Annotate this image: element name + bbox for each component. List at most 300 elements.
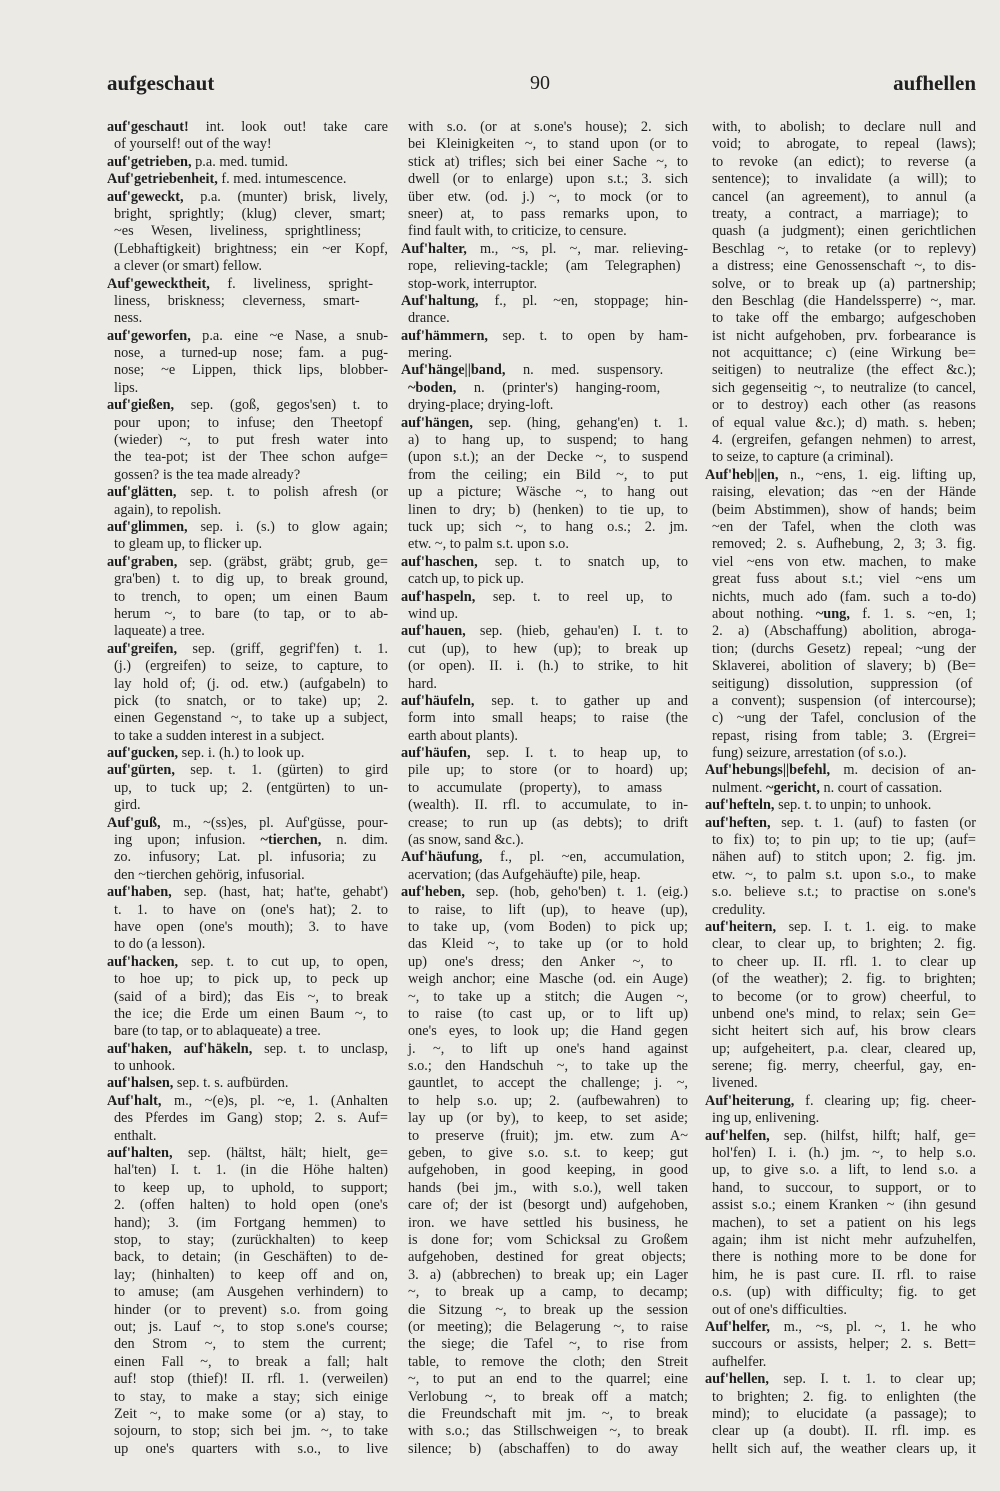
entry-text: sentence); to invalidate (a will); to: [712, 171, 976, 188]
entry-text: to do (a lesson).: [114, 936, 206, 953]
headword: auf'häufeln,: [401, 692, 475, 709]
line-text: [712, 693, 976, 710]
dictionary-line: [107, 1162, 388, 1179]
entry-text: have open (one's mouth); 3. to have: [114, 918, 388, 935]
line-text: [114, 502, 221, 519]
dictionary-entry: [107, 815, 388, 885]
line-text: [114, 1180, 388, 1197]
entry-text: bei Kleinigkeiten ~, to stand upon (or to: [408, 136, 688, 153]
dictionary-line: [401, 1023, 688, 1040]
dictionary-line: [705, 919, 976, 936]
entry-text: care of; der ist (besorgt und) aufgehoben,: [408, 1197, 688, 1214]
dictionary-line: [107, 1180, 388, 1197]
dictionary-line: [705, 258, 976, 275]
dictionary-line: [705, 728, 976, 745]
line-text: [712, 484, 976, 501]
dictionary-line: [401, 293, 688, 310]
line-text: [712, 1249, 976, 1266]
line-text: [408, 276, 537, 293]
line-text: [712, 449, 893, 466]
line-text: [114, 728, 324, 745]
entry-text: clear, to clear up, to brighten; 2. fig.: [712, 936, 976, 953]
line-text: [705, 919, 976, 936]
line-text: [408, 676, 437, 693]
line-text: [114, 1023, 321, 1040]
line-text: [401, 745, 688, 762]
dictionary-line: [705, 293, 976, 310]
entry-text: aufgehoben, in good keeping, in good: [408, 1162, 688, 1179]
dictionary-line: [401, 728, 688, 745]
dictionary-line: [705, 415, 976, 432]
line-text: [712, 832, 976, 849]
entry-text: catch up, to pick up.: [408, 571, 524, 588]
line-text: [712, 971, 976, 988]
headword: auf'gucken,: [107, 745, 179, 762]
headword: Auf'gewecktheit,: [107, 275, 210, 292]
line-text: [712, 1232, 976, 1249]
line-text: [114, 1389, 388, 1406]
entry-text: sep. (hob, geho'ben) t. 1. (eig.): [464, 884, 688, 901]
line-text: [114, 936, 205, 953]
line-text: [114, 902, 388, 919]
line-text: [712, 849, 976, 866]
dictionary-line: [401, 223, 688, 240]
entry-text: auf! stop (thief)! II. rfl. 1. (verweilen): [114, 1371, 388, 1388]
dictionary-line: [401, 362, 688, 379]
dictionary-line: [107, 328, 388, 345]
dictionary-line: [107, 276, 388, 293]
dictionary-line: [107, 1441, 388, 1458]
entry-text: etw. ~, to palm s.t. upon s.o.: [408, 536, 569, 553]
entry-text: livened.: [712, 1075, 758, 1092]
dictionary-line: [107, 136, 388, 153]
dictionary-line: [705, 1389, 976, 1406]
line-text: [712, 397, 976, 414]
headword: ~ung,: [815, 605, 850, 622]
line-text: [712, 728, 976, 745]
entry-text: up a picture; Wäsche ~, to hang out: [408, 484, 688, 501]
headword: ~boden,: [408, 379, 457, 396]
line-text: [408, 1145, 688, 1162]
line-text: [712, 310, 976, 327]
entry-text: Zeit ~, to make some (or a) stay, to: [114, 1405, 388, 1422]
line-text: [712, 536, 976, 553]
line-text: [107, 189, 388, 206]
entry-text: with, to abolish; to declare null and: [712, 119, 976, 135]
entry-text: den ~tierchen gehörig, infusorial.: [114, 866, 305, 883]
line-text: [408, 345, 452, 362]
line-text: [401, 554, 688, 571]
dictionary-line: [705, 1128, 976, 1145]
dictionary-line: [401, 867, 688, 884]
entry-text: gossen? is the tea made already?: [114, 466, 301, 483]
dictionary-line: [107, 206, 388, 223]
dictionary-line: [705, 710, 976, 727]
line-text: [712, 328, 976, 345]
entry-text: succours or assists, helper; 2. s. Bett=: [712, 1336, 976, 1353]
entry-text: m., ~(ss)es, pl. Auf'güsse, pour-: [160, 814, 388, 831]
dictionary-line: [401, 415, 688, 432]
dictionary-line: [107, 971, 388, 988]
line-text: [712, 1441, 976, 1458]
entry-text: sep. t. to gather up and: [474, 692, 688, 709]
dictionary-line: [107, 832, 388, 849]
line-text: [712, 606, 976, 623]
dictionary-line: [705, 1180, 976, 1197]
entry-text: hand, to succour, to support, or to: [712, 1179, 976, 1196]
headword: auf'hängen,: [401, 414, 473, 431]
running-head-left: aufgeschaut: [107, 71, 215, 95]
entry-text: earth about plants).: [408, 727, 518, 744]
entry-text: to raise (to cast up, or to lift up): [408, 1005, 688, 1022]
dictionary-line: [705, 641, 976, 658]
line-text: [712, 676, 972, 693]
dictionary-line: [705, 502, 976, 519]
line-text: [401, 589, 672, 606]
headword: Auf'haltung,: [401, 292, 479, 309]
entry-text: nulment.: [712, 779, 767, 796]
dictionary-line: [705, 1215, 976, 1232]
line-text: [401, 415, 688, 432]
entry-text: f., pl. ~en, stoppage; hin-: [478, 292, 688, 309]
dictionary-entry: [107, 519, 388, 554]
line-text: [114, 1441, 388, 1458]
entry-text: clear up (a doubt). II. rfl. imp. es: [712, 1423, 976, 1440]
dictionary-line: [705, 119, 976, 136]
dictionary-line: [705, 745, 976, 762]
entry-text: (Lebhaftigkeit) brightness; ein ~er Kopf,: [114, 240, 388, 257]
dictionary-line: [705, 867, 976, 884]
dictionary-line: [401, 780, 688, 797]
line-text: [712, 1197, 976, 1214]
entry-text: to become (or to grow) cheerful, to: [712, 988, 976, 1005]
line-text: [114, 467, 300, 484]
entry-text: sich gegenseitig ~, to neutralize (to cancel,: [712, 379, 976, 396]
entry-text: sep. (hilfst, hilft; half, ge=: [769, 1127, 976, 1144]
line-text: [114, 223, 361, 240]
page-number: 90: [530, 72, 550, 94]
dictionary-line: [705, 1006, 976, 1023]
line-text: [114, 449, 388, 466]
dictionary-line: [107, 606, 388, 623]
dictionary-line: [401, 206, 688, 223]
entry-text: des Pferdes im Gang) stop; 2. s. Auf=: [114, 1110, 388, 1127]
line-text: [712, 589, 976, 606]
dictionary-line: [107, 676, 388, 693]
dictionary-line: [107, 1319, 388, 1336]
dictionary-line: [401, 449, 688, 466]
line-text: [114, 1249, 388, 1266]
line-text: [114, 1197, 388, 1214]
line-text: [408, 1110, 688, 1127]
line-text: [712, 623, 976, 640]
dictionary-line: [107, 397, 388, 414]
entry-text: viel ~ens von etw. machen, to make: [712, 553, 976, 570]
headword: auf'getrieben,: [107, 153, 192, 170]
dictionary-line: [107, 1110, 388, 1127]
entry-text: crease; to run up (as debts); to drift: [408, 814, 688, 831]
headword: ~tierchen,: [260, 832, 322, 849]
dictionary-line: [401, 676, 688, 693]
entry-text: bare (to tap, or to ablaqueate) a tree.: [114, 1023, 321, 1040]
dictionary-line: [107, 658, 388, 675]
line-text: [408, 223, 627, 240]
dictionary-line: [107, 189, 388, 206]
entry-text: void; to abrogate, to repeal (laws);: [712, 136, 976, 153]
dictionary-entry: [401, 884, 688, 1458]
dictionary-entry: [401, 589, 688, 624]
line-text: [114, 571, 388, 588]
line-text: [114, 415, 383, 432]
entry-text: liness, briskness; cleverness, smart-: [114, 292, 360, 309]
dictionary-line: [705, 397, 976, 414]
line-text: [408, 1128, 688, 1145]
dictionary-entry: [401, 693, 688, 745]
dictionary-line: [705, 902, 976, 919]
dictionary-line: [705, 1162, 976, 1179]
dictionary-entry: [705, 467, 976, 763]
line-text: [712, 867, 976, 884]
line-text: [408, 710, 688, 727]
entry-text: to seize, to capture (a criminal).: [712, 449, 894, 466]
line-text: [712, 1180, 976, 1197]
entry-text: seitigen) to neutralize (the effect &c.);: [712, 362, 976, 379]
entry-text: 4. (ergreifen, gefangen nehmen) to arrest,: [712, 432, 976, 449]
dictionary-line: [107, 1041, 388, 1058]
entry-text: to trench, to open; um einen Baum: [114, 588, 388, 605]
line-text: [712, 658, 976, 675]
entry-text: sep. t. s. aufbürden.: [173, 1075, 289, 1092]
line-text: [705, 797, 931, 814]
line-text: [705, 1093, 976, 1110]
entry-text: lips.: [114, 379, 139, 396]
line-text: [408, 1302, 688, 1319]
dictionary-line: [107, 623, 388, 640]
line-text: [114, 1423, 388, 1440]
headword: auf'glimmen,: [107, 518, 188, 535]
line-text: [712, 1041, 976, 1058]
line-text: [712, 241, 976, 258]
dictionary-line: [401, 989, 688, 1006]
dictionary-line: [705, 241, 976, 258]
dictionary-entry: [107, 328, 388, 398]
line-text: [114, 380, 138, 397]
line-text: [114, 310, 142, 327]
dictionary-line: [705, 989, 976, 1006]
dictionary-line: [401, 1371, 688, 1388]
line-text: [401, 362, 663, 379]
entry-text: the tea-pot; ist der Thee schon aufge=: [114, 449, 388, 466]
line-text: [408, 1354, 688, 1371]
dictionary-line: [401, 971, 688, 988]
line-text: [114, 971, 388, 988]
line-text: [408, 1267, 688, 1284]
entry-text: (wealth). II. rfl. to accumulate, to in-: [408, 797, 688, 814]
dictionary-line: [107, 345, 388, 362]
entry-text: ~en der Tafel, when the cloth was: [712, 518, 976, 535]
dictionary-line: [401, 1336, 688, 1353]
dictionary-line: [107, 693, 388, 710]
dictionary-line: [107, 1093, 388, 1110]
line-text: [114, 1284, 388, 1301]
line-text: [705, 762, 976, 779]
line-text: [107, 519, 388, 536]
dictionary-line: [705, 1423, 976, 1440]
line-text: [114, 676, 388, 693]
line-text: [408, 1389, 688, 1406]
entry-text: to take off the embargo; aufgeschoben: [712, 310, 976, 327]
dictionary-entry: [401, 415, 688, 554]
dictionary-line: [705, 954, 976, 971]
dictionary-line: [401, 641, 688, 658]
entry-text: (upon s.t.); an der Decke ~, to suspend: [408, 449, 688, 466]
line-text: [107, 1145, 388, 1162]
dictionary-line: [705, 154, 976, 171]
dictionary-line: [401, 1319, 688, 1336]
line-text: [712, 554, 976, 571]
entry-text: ~, to put an end to the quarrel; eine: [408, 1371, 688, 1388]
line-text: [712, 136, 976, 153]
entry-text: seitigung) dissolution, suppression (of: [712, 675, 973, 692]
line-text: [107, 1093, 388, 1110]
entry-text: hands (bei jm., with s.o.), well taken: [408, 1179, 688, 1196]
dictionary-entry: [401, 328, 688, 363]
dictionary-line: [705, 1336, 976, 1353]
line-text: [114, 1371, 388, 1388]
dictionary-line: [107, 936, 388, 953]
line-text: [408, 432, 688, 449]
line-text: [408, 1336, 688, 1353]
dictionary-line: [107, 780, 388, 797]
entry-text: sep. t. to cut up, to open,: [178, 953, 388, 970]
line-text: [114, 710, 388, 727]
dictionary-line: [705, 136, 976, 153]
dictionary-line: [107, 432, 388, 449]
dictionary-entry: [401, 849, 688, 884]
entry-text: assist s.o.; einem Kranken ~ (ihn gesund: [712, 1197, 976, 1214]
dictionary-line: [107, 1197, 388, 1214]
headword: auf'hacken,: [107, 953, 179, 970]
line-text: [114, 1267, 388, 1284]
line-text: [408, 171, 688, 188]
dictionary-line: [107, 1145, 388, 1162]
entry-text: dwell (or to enlarge) upon s.t.; 3. sich: [408, 171, 688, 188]
entry-text: up; aufgeheitert, p.a. clear, cleared up,: [712, 1040, 976, 1057]
entry-text: solve, or to break up (a) partnership;: [712, 275, 976, 292]
line-text: [114, 1058, 175, 1075]
line-text: [107, 745, 304, 762]
line-text: [712, 293, 976, 310]
line-text: [712, 1336, 976, 1353]
line-text: [712, 258, 976, 275]
dictionary-line: [107, 919, 388, 936]
headword: auf'haschen,: [401, 553, 478, 570]
dictionary-line: [705, 189, 976, 206]
entry-text: f., pl. ~en, accumulation,: [482, 849, 685, 866]
dictionary-line: [705, 676, 976, 693]
dictionary-line: [705, 693, 976, 710]
dictionary-line: [401, 623, 688, 640]
line-text: [408, 832, 524, 849]
dictionary-line: [107, 1058, 388, 1075]
entry-text: f. 1. s. ~en, 1;: [849, 605, 976, 622]
line-text: [408, 762, 688, 779]
dictionary-entry: [401, 293, 688, 328]
dictionary-line: [107, 762, 388, 779]
dictionary-line: [107, 502, 388, 519]
entry-text: sicht heitert sich auf, his brow clears: [712, 1023, 976, 1040]
headword: auf'hauen,: [401, 623, 466, 640]
dictionary-line: [107, 119, 388, 136]
dictionary-entry: [107, 954, 388, 1041]
line-text: [712, 780, 942, 797]
dictionary-line: [401, 762, 688, 779]
line-text: [408, 519, 688, 536]
line-text: [114, 1232, 388, 1249]
dictionary-line: [401, 936, 688, 953]
headword: auf'helfen,: [705, 1127, 770, 1144]
dictionary-line: [401, 1128, 688, 1145]
entry-text: fung) seizure, arrestation (of s.o.).: [712, 745, 907, 762]
dictionary-entry: [705, 119, 976, 467]
entry-text: drance.: [408, 310, 450, 327]
line-text: [114, 658, 388, 675]
headword: ~gericht,: [766, 779, 820, 796]
line-text: [408, 397, 553, 414]
entry-text: pile up; to store (or to hoard) up;: [408, 762, 688, 779]
entry-text: n. (printer's) hanging-room,: [456, 379, 661, 396]
line-text: [408, 1215, 688, 1232]
dictionary-line: [401, 380, 688, 397]
entry-text: a distress; eine Genossenschaft ~, to dis-: [712, 258, 976, 275]
entry-text: nichts, much ado (fam. such a to-do): [712, 588, 976, 605]
dictionary-line: [107, 641, 388, 658]
headword: auf'gießen,: [107, 397, 175, 414]
dictionary-line: [401, 502, 688, 519]
entry-text: ing up, enlivening.: [712, 1110, 820, 1127]
line-text: [408, 310, 450, 327]
line-text: [712, 502, 976, 519]
line-text: [408, 380, 660, 397]
entry-text: 3. a) (abbrechen) to break up; ein Lager: [408, 1266, 688, 1283]
entry-text: out of one's difficulties.: [712, 1301, 847, 1318]
line-text: [408, 571, 524, 588]
dictionary-line: [705, 797, 976, 814]
dictionary-line: [401, 1423, 688, 1440]
dictionary-entry: [107, 884, 388, 954]
entry-text: sep. t. to unclasp,: [252, 1040, 388, 1057]
dictionary-line: [705, 1197, 976, 1214]
dictionary-entry: [107, 119, 388, 154]
line-text: [712, 154, 976, 171]
dictionary-line: [705, 380, 976, 397]
dictionary-line: [107, 223, 388, 240]
dictionary-line: [401, 832, 688, 849]
line-text: [712, 989, 976, 1006]
headword: auf'heften,: [705, 814, 771, 831]
line-text: [712, 362, 976, 379]
entry-text: das Kleid ~, to take up (or to hold: [408, 936, 688, 953]
dictionary-line: [401, 310, 688, 327]
line-text: [408, 1162, 688, 1179]
line-text: [712, 223, 976, 240]
entry-text: sep. I. t. to heap up, to: [470, 745, 688, 762]
entry-text: enthalt.: [114, 1127, 157, 1144]
dictionary-line: [401, 797, 688, 814]
line-text: [712, 936, 976, 953]
dictionary-line: [107, 154, 388, 171]
entry-text: sep. t. to open by ham-: [487, 327, 688, 344]
